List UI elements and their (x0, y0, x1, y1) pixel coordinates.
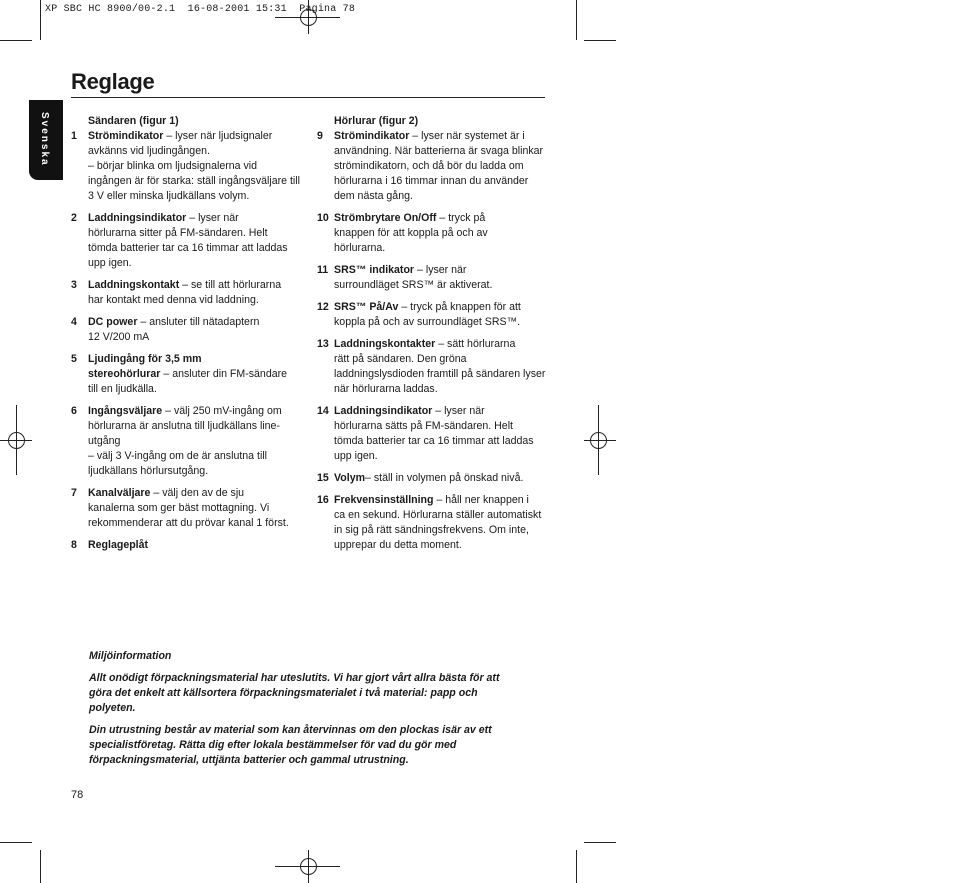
right-column (317, 114, 549, 560)
item-number: 1 (71, 130, 77, 142)
item-term: Strömindikator (334, 130, 410, 142)
list-item (71, 129, 306, 204)
item-line: Laddningsindikator – lyser när (88, 212, 239, 224)
title-rule (71, 97, 545, 98)
item-line: 12 V/200 mA (88, 331, 150, 343)
item-term: Frekvensinställning (334, 494, 434, 506)
crop-mark (576, 850, 577, 883)
item-term: Kanalväljare (88, 487, 151, 499)
crop-mark (40, 0, 41, 40)
environment-paragraph (89, 723, 534, 768)
item-line: Laddningsindikator – lyser när (334, 405, 485, 417)
item-number: 15 (317, 472, 329, 484)
environment-line: polyeten. (89, 702, 136, 714)
item-term: Strömindikator (88, 130, 164, 142)
item-number: 3 (71, 279, 77, 291)
item-line: Ingångsväljare – välj 250 mV-ingång om (88, 405, 282, 417)
item-term: Laddningskontakter (334, 338, 436, 350)
environment-line: specialistföretag. Rätta dig efter lokala bestämmelser för vad du gör med (89, 739, 457, 751)
environment-line: göra det enkelt att källsortera förpackningsmaterialet i två material: papp och (89, 687, 478, 699)
list-item (71, 486, 306, 531)
item-term: Ingångsväljare (88, 405, 163, 417)
list-item (71, 211, 306, 271)
item-line: Volym– ställ in volymen på önskad nivå. (334, 472, 524, 484)
item-number: 6 (71, 405, 77, 417)
item-number: 4 (71, 316, 77, 328)
item-term: Volym (334, 472, 366, 484)
item-number: 12 (317, 301, 329, 313)
item-term: SRS™ indikator (334, 264, 415, 276)
item-line: Strömindikator – lyser när systemet är i (334, 130, 525, 142)
crop-mark (584, 40, 616, 41)
item-line: rekommenderar att du prövar kanal 1 först. (88, 517, 289, 529)
item-term: Laddningskontakt (88, 279, 180, 291)
item-line: Laddningskontakter – sätt hörlurarna (334, 338, 516, 350)
item-line: upp igen. (334, 450, 378, 462)
item-line (88, 352, 306, 367)
list-item (71, 352, 306, 397)
list-item (317, 471, 549, 486)
list-item (317, 300, 549, 330)
page-title: Reglage (71, 69, 155, 94)
list-item (71, 278, 306, 308)
item-line: ca en sekund. Hörlurarna ställer automatiskt (334, 509, 542, 521)
item-line: dem nästa gång. (334, 190, 413, 202)
item-line: rätt på sändaren. Den gröna (334, 353, 467, 365)
item-term: Laddningsindikator (334, 405, 433, 417)
list-item (317, 263, 549, 293)
item-term: Ljudingång för 3,5 mm (88, 353, 202, 365)
item-number: 11 (317, 264, 329, 276)
item-line: hörlurarna är anslutna till ljudkällans line- (88, 420, 280, 432)
item-term: Strömbrytare On/Off (334, 212, 437, 224)
list-item (317, 211, 549, 256)
item-line: ingången är för starka: ställ ingångsväljare till (88, 175, 300, 187)
item-line: hörlurarna. (334, 242, 386, 254)
environment-heading: Miljöinformation (89, 650, 172, 662)
item-number: 14 (317, 405, 329, 417)
item-line: stereohörlurar – ansluter din FM-sändare (88, 368, 288, 380)
item-line: in sig på rätt sändningsfrekvens. Om inte, (334, 524, 529, 536)
list-item (317, 337, 549, 397)
item-line: upprepar du detta moment. (334, 539, 462, 551)
item-number: 2 (71, 212, 77, 224)
item-line: utgång (88, 435, 121, 447)
item-line: avkänns vid ljudingången. (88, 145, 210, 157)
list-item (317, 129, 549, 204)
language-tab-label: Svenska (39, 112, 50, 167)
item-line: Frekvensinställning – håll ner knappen i (334, 494, 529, 506)
item-number: 10 (317, 212, 329, 224)
item-line: Strömindikator – lyser när ljudsignaler (88, 130, 273, 142)
section-heading: Sändaren (figur 1) (88, 115, 179, 127)
item-line: upp igen. (88, 257, 132, 269)
item-line: till en ljudkälla. (88, 383, 157, 395)
item-line: Laddningskontakt – se till att hörlurarna (88, 279, 282, 291)
list-item (71, 538, 306, 553)
environment-info (89, 649, 534, 775)
item-line: hörlurarna i 16 timmar innan du använder (334, 175, 529, 187)
item-line: knappen för att koppla på och av (334, 227, 488, 239)
item-number: 5 (71, 353, 77, 365)
item-line: 3 V eller minska ljudkällans volym. (88, 190, 250, 202)
item-line: SRS™ indikator – lyser när (334, 264, 467, 276)
page-number: 78 (71, 789, 84, 801)
environment-line: Allt onödigt förpackningsmaterial har uteslutits. Vi har gjort vårt allra bästa för att (89, 672, 500, 684)
crop-mark (584, 842, 616, 843)
item-term: DC power (88, 316, 138, 328)
item-line: koppla på och av surroundläget SRS™. (334, 316, 521, 328)
environment-line: förpackningsmaterial, uttjänta batterier och gammal utrustning. (89, 754, 409, 766)
crop-mark (0, 40, 32, 41)
item-line: Strömbrytare On/Off – tryck på (334, 212, 486, 224)
item-line: tömda batterier tar ca 16 timmar att laddas (334, 435, 534, 447)
item-term: stereohörlurar (88, 368, 161, 380)
environment-line: Din utrustning består av material som kan återvinnas om den plockas isär av ett (89, 724, 492, 736)
item-line: surroundläget SRS™ är aktiverat. (334, 279, 493, 291)
item-line: användning. När batterierna är svaga blinkar (334, 145, 544, 157)
item-line: – börjar blinka om ljudsignalerna vid (88, 160, 258, 172)
item-line: ljudkällans hörlursutgång. (88, 465, 209, 477)
item-line: tömda batterier tar ca 16 timmar att laddas (88, 242, 288, 254)
item-line: när hörlurarna laddas. (334, 383, 438, 395)
section-heading: Hörlurar (figur 2) (334, 115, 419, 127)
print-slug: XP SBC HC 8900/00-2.1 16-08-2001 15:31 Pagina 78 (45, 4, 356, 15)
list-item (71, 315, 306, 345)
item-term: Reglageplåt (88, 539, 149, 551)
crop-mark (0, 842, 32, 843)
item-line: laddningslysdioden framtill på sändaren lyser (334, 368, 546, 380)
item-term: Laddningsindikator (88, 212, 187, 224)
item-line: – välj 3 V-ingång om de är anslutna till (88, 450, 268, 462)
list-item (71, 404, 306, 479)
list-item (317, 493, 549, 553)
item-number: 9 (317, 130, 323, 142)
item-number: 7 (71, 487, 77, 499)
crop-mark (576, 0, 577, 40)
item-line: Kanalväljare – välj den av de sju (88, 487, 245, 499)
crop-mark (40, 850, 41, 883)
item-line: hörlurarna sitter på FM-sändaren. Helt (88, 227, 268, 239)
environment-paragraph (89, 671, 534, 716)
item-line: DC power – ansluter till nätadaptern (88, 316, 260, 328)
left-column (71, 114, 306, 560)
item-line (88, 538, 306, 553)
item-number: 16 (317, 494, 329, 506)
item-line: kanalerna som ger bäst mottagning. Vi (88, 502, 270, 514)
item-line: strömindikatorn, och då bör du ladda om (334, 160, 524, 172)
language-tab (29, 100, 63, 180)
item-line: hörlurarna sätts på FM-sändaren. Helt (334, 420, 513, 432)
item-line: SRS™ På/Av – tryck på knappen för att (334, 301, 521, 313)
list-item (317, 404, 549, 464)
item-term: SRS™ På/Av (334, 301, 399, 313)
item-line: har kontakt med denna vid laddning. (88, 294, 259, 306)
item-number: 13 (317, 338, 329, 350)
item-number: 8 (71, 539, 77, 551)
